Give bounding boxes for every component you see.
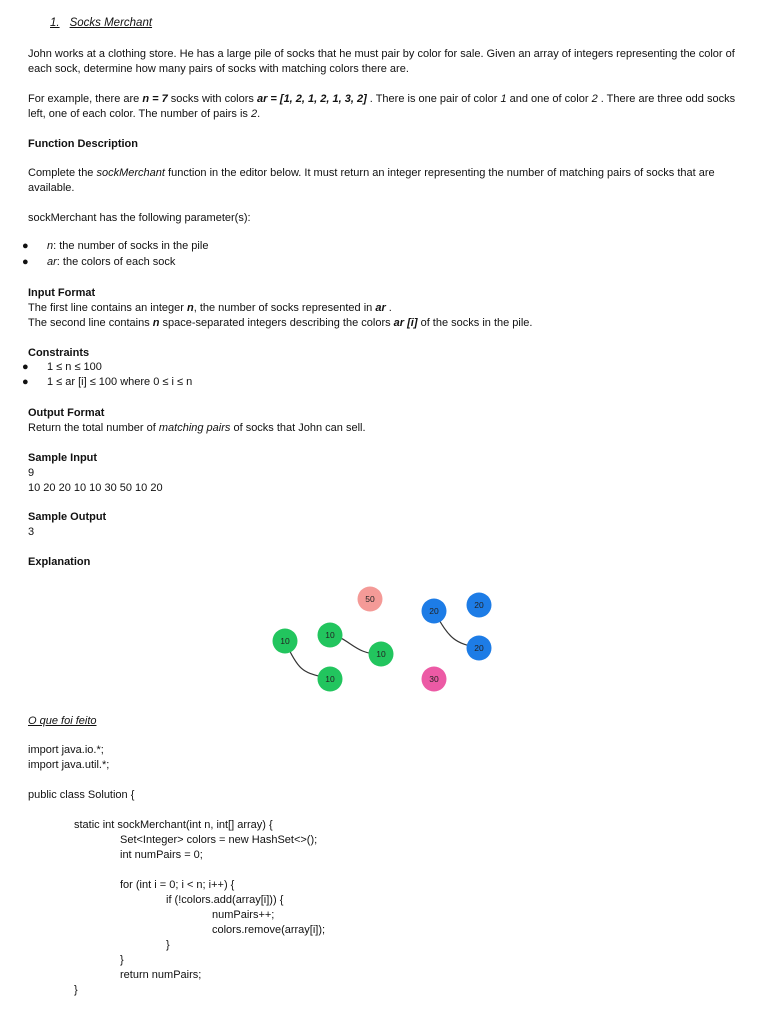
sample-input-heading: Sample Input bbox=[28, 452, 98, 464]
function-name: sockMerchant bbox=[96, 167, 165, 179]
sock-label: 20 bbox=[474, 643, 484, 653]
code-line: } bbox=[120, 954, 124, 966]
function-description-heading: Function Description bbox=[28, 138, 138, 150]
title-text: Socks Merchant bbox=[69, 17, 153, 29]
list-item bbox=[22, 240, 428, 255]
input-l1-text-1: The first line contains an integer bbox=[28, 302, 187, 314]
code-line: import java.util.*; bbox=[28, 759, 110, 771]
example-text-2: socks with colors bbox=[167, 93, 257, 105]
list-item bbox=[22, 376, 428, 391]
example-color-2: 2 bbox=[591, 93, 598, 105]
param-name: n bbox=[47, 240, 54, 252]
example-text-6: . bbox=[257, 108, 261, 120]
bullet-icon: ● bbox=[22, 361, 29, 373]
input-l2-text-3: of the socks in the pile. bbox=[417, 317, 533, 329]
sock-label: 20 bbox=[429, 606, 439, 616]
bullet-icon: ● bbox=[22, 256, 29, 268]
code-line: static int sockMerchant(int n, int[] array) { bbox=[74, 819, 273, 831]
param-name: ar bbox=[47, 256, 57, 268]
input-l1-text-3: . bbox=[385, 302, 392, 314]
complete-paragraph bbox=[28, 166, 740, 196]
output-emphasis: matching pairs bbox=[158, 422, 231, 434]
explanation-heading: Explanation bbox=[28, 556, 91, 568]
list-item bbox=[22, 361, 428, 376]
constraints-list bbox=[22, 361, 428, 393]
example-text-5: . There are three odd socks left, one of each color. The number of pairs is bbox=[28, 93, 736, 120]
sock-nodes bbox=[273, 587, 492, 692]
sample-input-line-2: 10 20 20 10 10 30 50 10 20 bbox=[28, 482, 163, 494]
constraints-heading: Constraints bbox=[28, 347, 90, 359]
code-line: colors.remove(array[i]); bbox=[212, 924, 326, 936]
example-pairs: 2 bbox=[250, 108, 258, 120]
constraint-text: 1 ≤ ar [i] ≤ 100 where 0 ≤ i ≤ n bbox=[47, 376, 193, 388]
problem-title bbox=[50, 17, 152, 29]
code-line: int numPairs = 0; bbox=[120, 849, 203, 861]
example-paragraph bbox=[28, 92, 740, 122]
output-format-heading: Output Format bbox=[28, 407, 105, 419]
sock-node bbox=[273, 629, 298, 654]
output-text-2: of socks that John can sell. bbox=[230, 422, 366, 434]
example-ar: ar = [1, 2, 1, 2, 1, 3, 2] bbox=[256, 93, 367, 105]
sock-node bbox=[358, 587, 383, 612]
code-line: } bbox=[166, 939, 170, 951]
example-text-1: For example, there are bbox=[28, 93, 143, 105]
sample-input-line-1: 9 bbox=[28, 467, 35, 479]
code-line: numPairs++; bbox=[212, 909, 275, 921]
code-line: } bbox=[74, 984, 78, 996]
params-intro: sockMerchant has the following parameter(s): bbox=[28, 212, 251, 224]
code-line: return numPairs; bbox=[120, 969, 202, 981]
sock-node bbox=[422, 599, 447, 624]
input-l2-text-2: space-separated integers describing the colors bbox=[159, 317, 394, 329]
input-l2-var-2: ar [i] bbox=[393, 317, 418, 329]
done-heading: O que foi feito bbox=[28, 715, 97, 727]
input-l1-var-2: ar bbox=[375, 302, 386, 314]
output-text-1: Return the total number of bbox=[28, 422, 159, 434]
sock-label: 10 bbox=[280, 636, 290, 646]
example-text-3: . There is one pair of color bbox=[366, 93, 501, 105]
input-line-1 bbox=[28, 301, 740, 316]
input-format-heading: Input Format bbox=[28, 287, 96, 299]
list-item bbox=[22, 256, 428, 271]
sock-label: 20 bbox=[474, 600, 484, 610]
sock-node bbox=[369, 642, 394, 667]
input-l2-text-1: The second line contains bbox=[28, 317, 153, 329]
params-list bbox=[22, 240, 428, 272]
bullet-icon: ● bbox=[22, 240, 29, 252]
output-format-text bbox=[28, 421, 740, 436]
sample-output-heading: Sample Output bbox=[28, 511, 107, 523]
sock-label: 10 bbox=[376, 649, 386, 659]
input-l1-var-1: n bbox=[186, 302, 194, 314]
sock-label: 30 bbox=[429, 674, 439, 684]
example-color-1: 1 bbox=[500, 93, 507, 105]
sock-node bbox=[422, 667, 447, 692]
complete-text-1: Complete the bbox=[28, 167, 97, 179]
complete-text-2: function in the editor below. It must return an integer representing the number of matching pairs of socks that are available. bbox=[28, 167, 715, 194]
example-n: n = 7 bbox=[142, 93, 168, 105]
code-line: import java.io.*; bbox=[28, 744, 104, 756]
sock-node bbox=[467, 593, 492, 618]
code-listing bbox=[28, 743, 740, 1003]
input-l2-var-1: n bbox=[152, 317, 160, 329]
constraint-text: 1 ≤ n ≤ 100 bbox=[47, 361, 102, 373]
input-l1-text-2: , the number of socks represented in bbox=[193, 302, 376, 314]
sample-output-value: 3 bbox=[28, 526, 35, 538]
code-line: if (!colors.add(array[i])) { bbox=[166, 894, 284, 906]
bullet-icon: ● bbox=[22, 376, 29, 388]
intro-paragraph: John works at a clothing store. He has a large pile of socks that he must pair by color for sale. Given an array of integers representing the color of each sock, determine how many pairs of socks with matching colors there are. bbox=[28, 48, 735, 75]
param-desc: : the colors of each sock bbox=[56, 256, 176, 268]
sock-node bbox=[318, 667, 343, 692]
example-text-4: and one of color bbox=[506, 93, 592, 105]
code-line: Set<Integer> colors = new HashSet<>(); bbox=[120, 834, 318, 846]
sock-node bbox=[467, 636, 492, 661]
code-line: public class Solution { bbox=[28, 789, 135, 801]
code-line: for (int i = 0; i < n; i++) { bbox=[120, 879, 235, 891]
input-line-2 bbox=[28, 316, 740, 331]
socks-pairing-diagram bbox=[260, 580, 510, 700]
title-number: 1. bbox=[50, 17, 60, 29]
sock-node bbox=[318, 623, 343, 648]
sock-label: 50 bbox=[365, 594, 375, 604]
sock-label: 10 bbox=[325, 630, 335, 640]
sock-label: 10 bbox=[325, 674, 335, 684]
param-desc: : the number of socks in the pile bbox=[53, 240, 209, 252]
